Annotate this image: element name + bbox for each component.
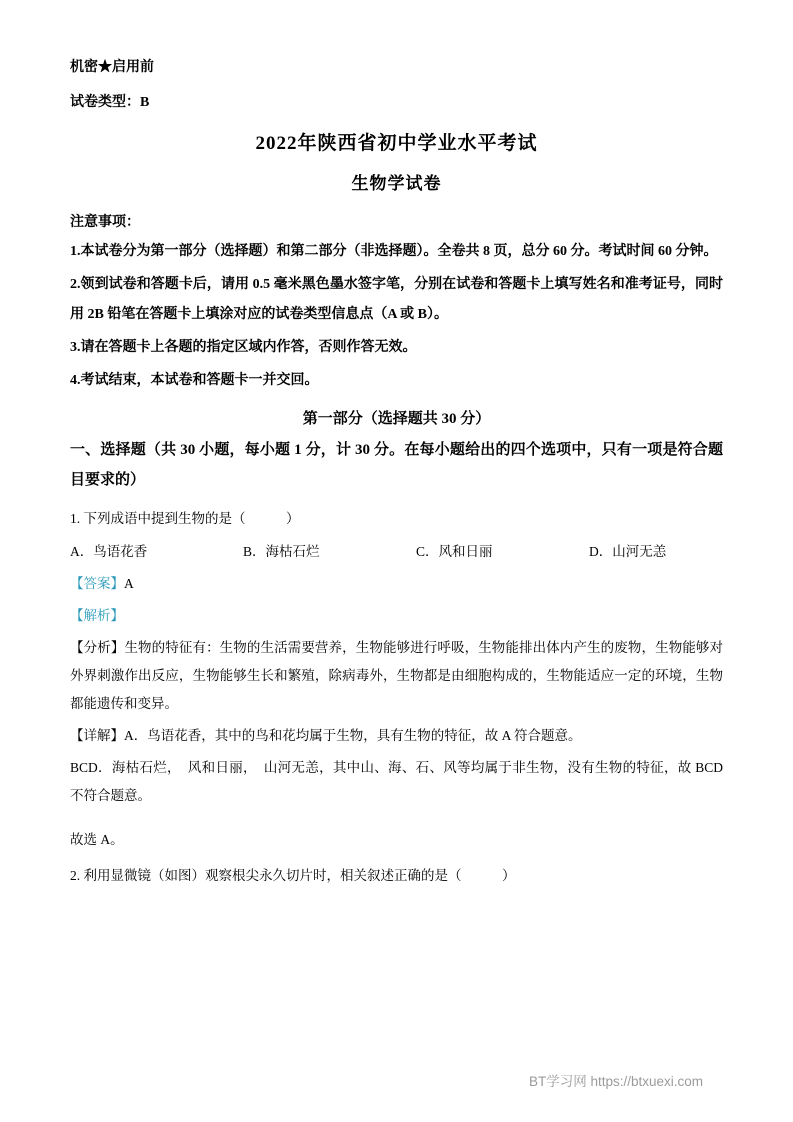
notice-item-4: 4.考试结束，本试卷和答题卡一并交回。 [70, 373, 319, 388]
part1-heading: 第一部分（选择题共 30 分） [302, 411, 491, 427]
detail-label: 【详解】 [70, 728, 124, 743]
notice-item-3: 3.请在答题卡上各题的指定区域内作答，否则作答无效。 [70, 340, 417, 355]
question-1-options [70, 538, 723, 566]
answer-value: A [124, 576, 134, 591]
paper-type-label: 试卷类型：B [70, 95, 150, 110]
detail-text-a: A．鸟语花香，其中的鸟和花均属于生物，具有生物的特征，故 A 符合题意。 [124, 728, 582, 743]
fenxi-label: 【分析】 [70, 640, 125, 655]
answer-line [70, 570, 723, 598]
answer-label: 【答案】 [70, 576, 124, 591]
notice-item-1: 1.本试卷分为第一部分（选择题）和第二部分（非选择题）。全卷共 8 页，总分 60 分。考试时间 60 分钟。 [70, 244, 718, 259]
fenxi-paragraph [70, 634, 723, 718]
section-intro: 一、选择题（共 30 小题，每小题 1 分，计 30 分。在每小题给出的四个选项中，只有一项是符合题目要求的） [70, 442, 723, 488]
fenxi-text: 生物的特征有：生物的生活需要营养，生物能够进行呼吸，生物能排出体内产生的废物，生物能够对外界刺激作出反应，生物能够生长和繁殖，除病毒外，生物都是由细胞构成的，生物能适应一定的环境，生物都能遗传和变异。 [70, 640, 724, 711]
question-1-stem: 1. 下列成语中提到生物的是（ ） [70, 511, 300, 526]
option-d: D．山河无恙 [589, 544, 667, 559]
notice-item-2: 2.领到试卷和答题卡后，请用 0.5 毫米黑色墨水签字笔，分别在试卷和答题卡上填写姓名和准考证号，同时用 2B 铅笔在答题卡上填涂对应的试卷类型信息点（A 或 B）。 [70, 277, 723, 322]
analysis-line [70, 602, 723, 630]
site-watermark: BT学习网 https://btxuexi.com [528, 1074, 703, 1089]
option-c: C．风和日丽 [416, 544, 493, 559]
question-2-stem: 2. 利用显微镜（如图）观察根尖永久切片时，相关叙述正确的是（ ） [70, 868, 516, 883]
paper-subtitle: 生物学试卷 [351, 174, 442, 193]
conclusion-line: 故选 A。 [70, 832, 124, 847]
detail-paragraph-bcd: BCD．海枯石烂， 风和日丽， 山河无恙，其中山、海、石、风等均属于非生物，没有生物的特征，故 BCD 不符合题意。 [70, 760, 723, 803]
confidential-label: 机密★启用前 [70, 60, 154, 75]
option-b: B．海枯石烂 [243, 544, 320, 559]
analysis-label: 【解析】 [70, 608, 124, 623]
option-a: A．鸟语花香 [70, 544, 148, 559]
detail-paragraph-a [70, 722, 723, 750]
paper-title: 2022年陕西省初中学业水平考试 [255, 133, 538, 154]
notices-heading: 注意事项： [70, 215, 140, 230]
